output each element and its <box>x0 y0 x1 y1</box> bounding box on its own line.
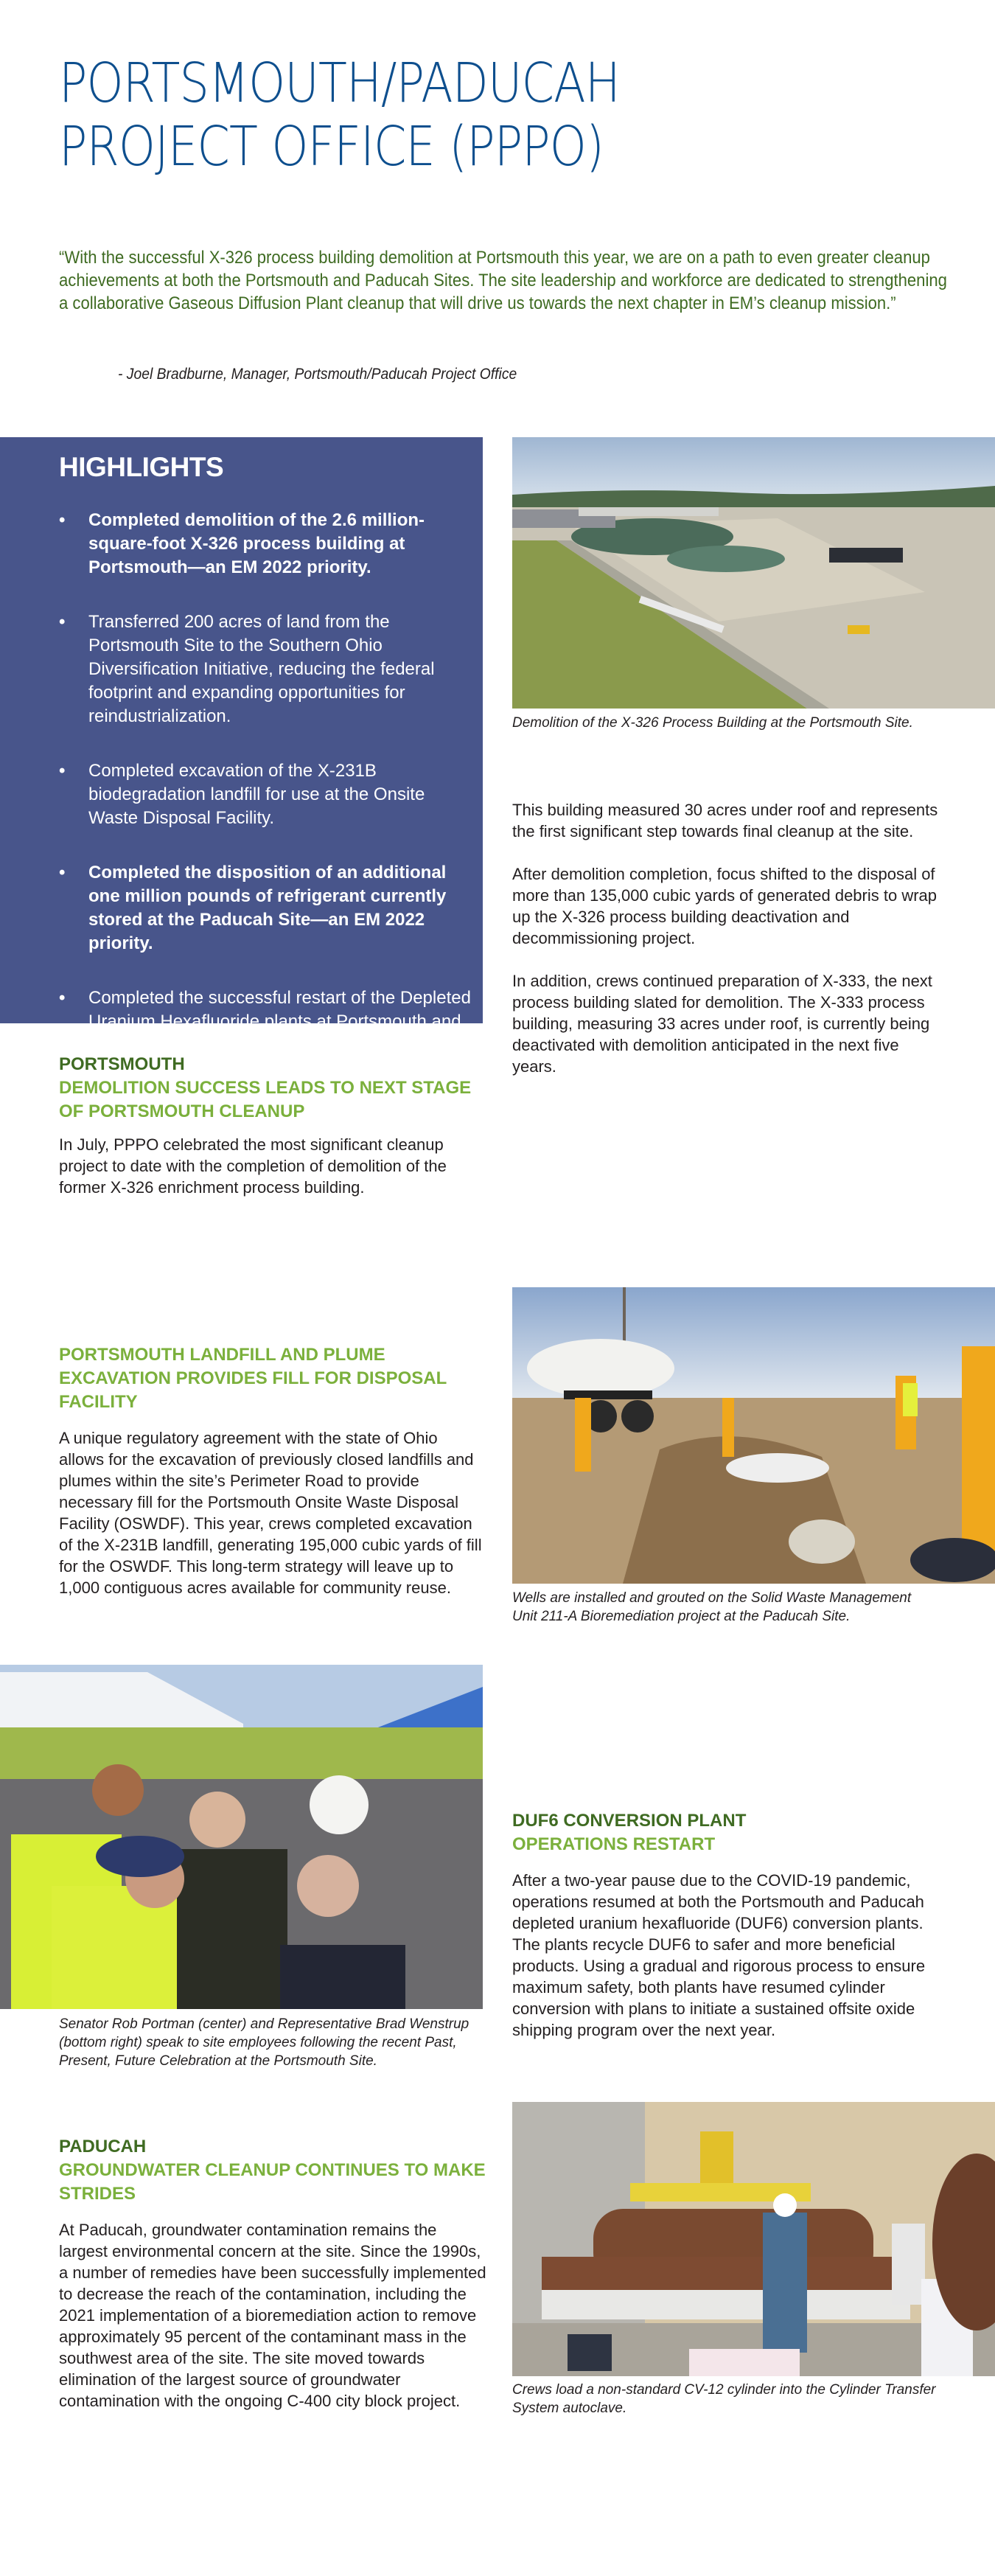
wells-photo-caption: Wells are installed and grouted on the Solid Waste Management Unit 211-A Bioremediation project at the Paducah Site. <box>512 1590 912 1624</box>
paducah-site-label: PADUCAH <box>59 2137 147 2156</box>
bullet-icon: • <box>59 761 66 781</box>
duf6-body: After a two-year pause due to the COVID-19 pandemic, operations resumed at both the Portsmouth and Paducah depleted uranium hexafluoride (DUF6) conversion plants. The plants recycle DUF6 to safer and more beneficial products. Using a gradual and rigorous process to ensure maximum safety, both plants have resumed cylinder conversion with plans to initiate a sustained offsite oxide shipping program over the next year. <box>512 1871 926 2039</box>
portsmouth-section <box>59 1053 486 1198</box>
highlights-panel <box>0 437 483 1055</box>
highlight-item <box>59 861 472 955</box>
page-title-line-2: PROJECT OFFICE (PPPO) <box>59 115 604 178</box>
landfill-body: A unique regulatory agreement with the state of Ohio allows for the excavation of previously closed landfills and plumes within the site’s Perimeter Road to provide necessary fill for the Portsmouth Onsite Waste Disposal Facility (OSWDF). This year, crews completed excavation of the X-231B landfill, generating 195,000 cubic yards of fill for the OSWDF. This long-term strategy will leave up to 1,000 contiguous acres available for community reuse. <box>59 1429 482 1597</box>
wells-photo <box>512 1287 995 1584</box>
bullet-icon: • <box>59 863 66 883</box>
celebration-photo-caption: Senator Rob Portman (center) and Representative Brad Wenstrup (bottom right) speak to site employees following the recent Past, Present, Future Celebration at the Portsmouth Site. <box>59 2016 469 2069</box>
highlight-text: Completed demolition of the 2.6 million-square-foot X-326 process building at Portsmouth—an EM 2022 priority. <box>88 510 425 577</box>
bullet-icon: • <box>59 988 66 1008</box>
page-title <box>59 52 788 178</box>
highlight-text: Completed the successful restart of the Depleted Uranium Hexafluoride plants at Portsmouth and Paducah Sites. <box>88 988 471 1055</box>
landfill-headline: PORTSMOUTH LANDFILL AND PLUME EXCAVATION PROVIDES FILL FOR DISPOSAL FACILITY <box>59 1345 447 1412</box>
duf6-section <box>512 1809 940 2041</box>
paducah-body: At Paducah, groundwater contamination remains the largest environmental concern at the site. Since the 1990s, a number of remedies have been successfully implemented to decrease the reach of the contamination, including the 2021 implementation of a bioremediation action to remove approximately 95 percent of the contaminant mass in the southwest area of the site. The site moved towards elimination of the largest source of groundwater contamination with the ongoing C-400 city block project. <box>59 2221 486 2410</box>
duf6-headline-dark: DUF6 CONVERSION PLANT <box>512 1811 747 1831</box>
portsmouth-body: In July, PPPO celebrated the most significant cleanup project to date with the completion of demolition of the former X-326 enrichment process building. <box>59 1135 447 1197</box>
bullet-icon: • <box>59 612 66 632</box>
x326-details <box>512 799 940 1077</box>
highlights-title: HIGHLIGHTS <box>59 452 224 482</box>
bullet-icon: • <box>59 510 66 530</box>
duf6-headline-light: OPERATIONS RESTART <box>512 1834 716 1854</box>
page-title-line-1: PORTSMOUTH/PADUCAH <box>59 52 620 115</box>
landfill-section <box>59 1343 486 1598</box>
paducah-section <box>59 2135 486 2412</box>
paducah-headline: GROUNDWATER CLEANUP CONTINUES TO MAKE STRIDES <box>59 2160 486 2204</box>
cylinder-photo <box>512 2102 995 2376</box>
cylinder-photo-caption: Crews load a non-standard CV-12 cylinder into the Cylinder Transfer System autoclave. <box>512 2382 936 2416</box>
highlight-text: Transferred 200 acres of land from the Portsmouth Site to the Southern Ohio Diversification Initiative, reducing the federal footprint and expanding opportunities for reindustrialization. <box>88 612 435 726</box>
highlight-item <box>59 759 472 830</box>
highlight-item <box>59 986 472 1057</box>
celebration-photo <box>0 1665 483 2009</box>
demolition-photo-caption: Demolition of the X-326 Process Building at the Portsmouth Site. <box>512 715 913 731</box>
x326-paragraph-1: This building measured 30 acres under roof and represents the first significant step towards final cleanup at the site. <box>512 801 938 840</box>
portsmouth-headline: DEMOLITION SUCCESS LEADS TO NEXT STAGE OF PORTSMOUTH CLEANUP <box>59 1078 472 1121</box>
x326-paragraph-3: In addition, crews continued preparation of X-333, the next process building slated for demolition. The X-333 process building, measuring 33 acres under roof, is currently being deactivated with demolition anticipated in the next five years. <box>512 972 932 1076</box>
x326-paragraph-2: After demolition completion, focus shifted to the disposal of more than 135,000 cubic yards of generated debris to wrap up the X-326 process building deactivation and decommissioning project. <box>512 865 938 947</box>
manager-quote: “With the successful X-326 process building demolition at Portsmouth this year, we are on a path to even greater cleanup achievements at both the Portsmouth and Paducah Sites. The site leadership and workforce are dedicated to strengthening a collaborative Gaseous Diffusion Plant cleanup that will drive us towards the next chapter in EM’s cleanup mission.” <box>59 248 947 313</box>
portsmouth-site-label: PORTSMOUTH <box>59 1054 185 1074</box>
highlight-item <box>59 610 472 728</box>
highlights-list <box>59 481 472 1057</box>
demolition-aerial-photo <box>512 437 995 709</box>
highlight-text: Completed excavation of the X-231B biodegradation landfill for use at the Onsite Waste Disposal Facility. <box>88 761 425 828</box>
highlight-text: Completed the disposition of an additional one million pounds of refrigerant currently stored at the Paducah Site—an EM 2022 priority. <box>88 863 447 953</box>
quote-attribution: - Joel Bradburne, Manager, Portsmouth/Paducah Project Office <box>118 366 517 383</box>
highlight-item <box>59 509 472 579</box>
